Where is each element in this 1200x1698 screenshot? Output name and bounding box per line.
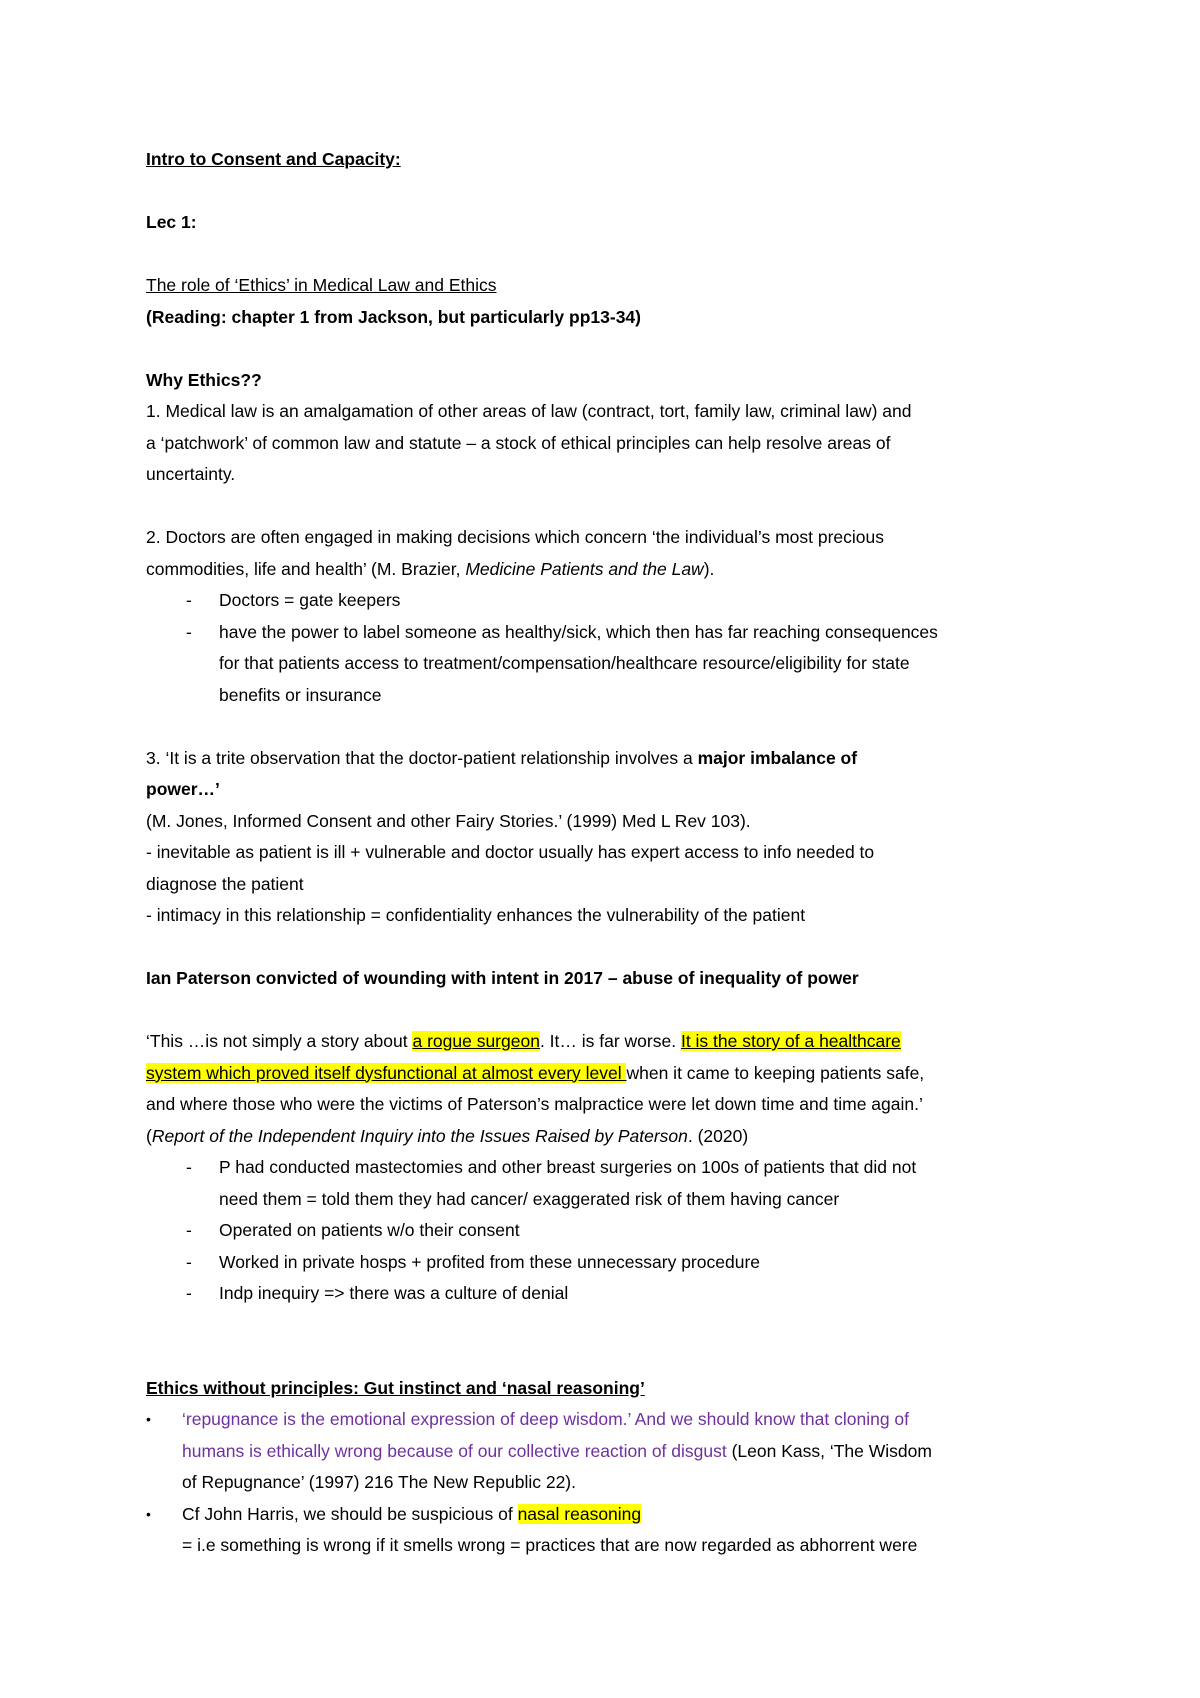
list-item: - have the power to label someone as healthy/sick, which then has far reaching consequences for that patients access to treatment/compensation/healthcare resource/eligibility for state benefits or insurance [146,617,1076,712]
quote-line: and where those who were the victims of Paterson’s malpractice were let down time and time again.’ [146,1094,923,1114]
lecture-label: Lec 1: [146,212,197,232]
paragraph-2-line: 2. Doctors are often engaged in making decisions which concern ‘the individual’s most precious [146,527,884,547]
citation-title: Report of the Independent Inquiry into the Issues Raised by Paterson [151,1125,688,1146]
quote-line: system which proved itself dysfunctional at almost every level when it came to keeping patients safe, [146,1062,925,1083]
paragraph-2-line: commodities, life and health’ (M. Brazier, Medicine Patients and the Law). [146,558,715,579]
paragraph-3-line: (M. Jones, Informed Consent and other Fairy Stories.’ (1999) Med L Rev 103). [146,810,751,831]
bullet-marker: • [146,1411,151,1427]
paragraph-3-line: - inevitable as patient is ill + vulnerable and doctor usually has expert access to info needed to [146,842,875,862]
bullet-marker: • [146,1505,151,1522]
nasal-reasoning-heading: Ethics without principles: Gut instinct and ‘nasal reasoning’ [146,1377,645,1398]
dash-marker: - [186,1283,192,1303]
quote-line: (Report of the Independent Inquiry into the Issues Raised by Paterson. (2020) [146,1125,749,1146]
paragraph-1-line: a ‘patchwork’ of common law and statute – a stock of ethical principles can help resolve areas of [146,432,891,453]
reading-note: (Reading: chapter 1 from Jackson, but particularly pp13-34) [146,306,641,327]
paterson-heading: Ian Paterson convicted of wounding with intent in 2017 – abuse of inequality of power [146,968,859,988]
highlight: system which proved itself dysfunctional at almost every level [146,1062,627,1083]
dash-marker: - [186,1220,192,1240]
section-heading-ethics-role: The role of ‘Ethics’ in Medical Law and Ethics [146,275,497,295]
dash-marker: - [186,590,192,610]
dash-marker: - [186,621,192,642]
paragraph-1-line: 1. Medical law is an amalgamation of other areas of law (contract, tort, family law, criminal law) and [146,401,912,421]
highlight: a rogue surgeon [412,1031,540,1051]
paragraph-3-line: diagnose the patient [146,873,304,894]
document-body [146,144,1076,1562]
list-item: - Operated on patients w/o their consent [146,1215,1076,1247]
list-item: • ‘repugnance is the emotional expression of deep wisdom.’ And we should know that cloning of humans is ethically wrong because of our collective reaction of disgust (Leon Kass, ‘The Wisdom of Repugnance’ (1997) 216 The New Republic 22). [146,1404,1076,1499]
paragraph-3-line: 3. ‘It is a trite observation that the doctor-patient relationship involves a major imbalance of [146,747,858,768]
dash-marker: - [186,1251,192,1272]
paragraph-1-line: uncertainty. [146,464,236,484]
highlight: nasal reasoning [517,1503,642,1524]
list-item: - P had conducted mastectomies and other breast surgeries on 100s of patients that did not need them = told them they had cancer/ exaggerated risk of them having cancer [146,1152,1076,1215]
why-ethics-heading: Why Ethics?? [146,369,262,390]
highlight: It is the story of a healthcare [680,1031,901,1051]
list-item: - Indp inequiry => there was a culture of denial [146,1278,1076,1310]
paragraph-3-line: - intimacy in this relationship = confidentiality enhances the vulnerability of the patient [146,905,806,925]
paragraph-3-line: power…’ [146,779,220,799]
citation-title: Medicine Patients and the Law [465,558,704,579]
list-item: - Doctors = gate keepers [146,585,1076,617]
quote-line: ‘This …is not simply a story about a rogue surgeon. It… is far worse. It is the story of a healthcare [146,1031,901,1051]
dash-marker: - [186,1157,192,1177]
list-item: • Cf John Harris, we should be suspicious of nasal reasoning = i.e something is wrong if it smells wrong = practices that are now regarded as abhorrent were [146,1499,1076,1562]
document-title: Intro to Consent and Capacity: [146,149,401,169]
list-item: - Worked in private hosps + profited from these unnecessary procedure [146,1247,1076,1279]
